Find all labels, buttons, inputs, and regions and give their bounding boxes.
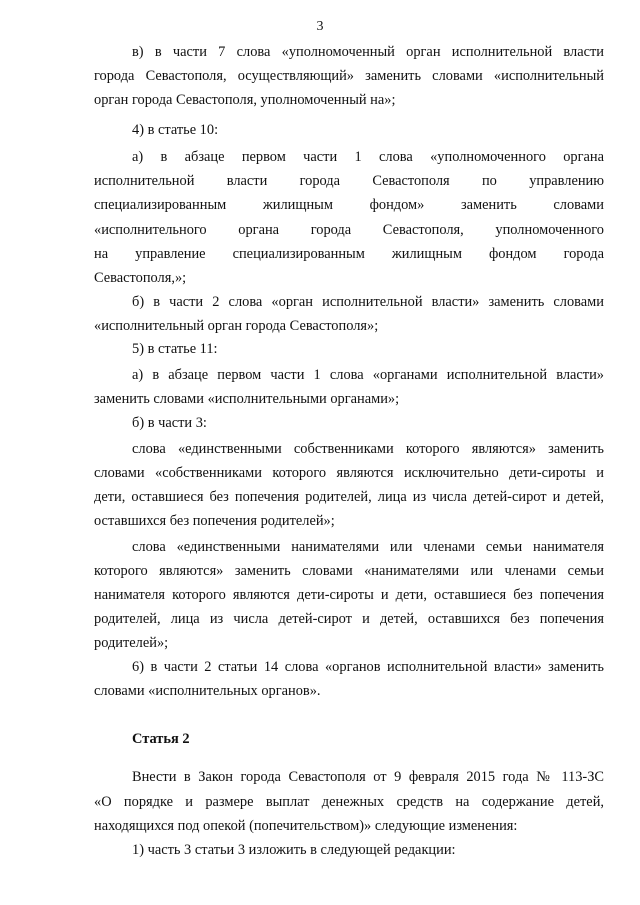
page-number: 3 — [316, 19, 324, 34]
text-line: исполнительной власти города Севастополя по управлению — [94, 173, 604, 189]
text-line: 4) в статье 10: — [132, 122, 219, 138]
text-line: города Севастополя, осуществляющий» заменить словами «исполнительный — [94, 68, 604, 84]
text-line: «О порядке и размере выплат денежных средств на содержание детей, — [94, 794, 604, 810]
text-line: специализированным жилищным фондом» заменить словами — [94, 197, 604, 213]
text-line: «исполнительного органа города Севастополя, уполномоченного — [94, 222, 604, 238]
text-line: Внести в Закон города Севастополя от 9 февраля 2015 года № 113-ЗС — [132, 769, 604, 785]
text-line: 1) часть 3 статьи 3 изложить в следующей редакции: — [132, 842, 456, 858]
text-line: слова «единственными нанимателями или членами семьи нанимателя — [132, 539, 604, 555]
text-line: нанимателя которого являются дети-сироты и дети, оставшиеся без попечения — [94, 587, 604, 603]
text-line: б) в части 3: — [132, 415, 207, 431]
text-line: дети, оставшиеся без попечения родителей, лица из числа детей-сирот и детей, — [94, 489, 604, 505]
text-line: а) в абзаце первом части 1 слова «уполномоченного органа — [132, 149, 604, 165]
text-line: а) в абзаце первом части 1 слова «органами исполнительной власти» — [132, 367, 604, 383]
text-line: Севастополя,»; — [94, 270, 187, 286]
text-line: заменить словами «исполнительными органами»; — [94, 391, 400, 407]
text-line: родителей»; — [94, 635, 169, 651]
text-line: б) в части 2 слова «орган исполнительной власти» заменить словами — [132, 294, 604, 310]
text-line: на управление специализированным жилищным фондом города — [94, 246, 604, 262]
text-line: словами «исполнительных органов». — [94, 683, 321, 699]
text-line: «исполнительный орган города Севастополя»; — [94, 318, 379, 334]
text-line: в) в части 7 слова «уполномоченный орган исполнительной власти — [132, 44, 604, 60]
text-line: орган города Севастополя, уполномоченный на»; — [94, 92, 396, 108]
text-line: которого являются» заменить словами «нанимателями или членами семьи — [94, 563, 604, 579]
text-line: словами «собственниками которого являются исключительно дети-сироты и — [94, 465, 604, 481]
text-line: оставшихся без попечения родителей»; — [94, 513, 335, 529]
text-line: 6) в части 2 статьи 14 слова «органов исполнительной власти» заменить — [132, 659, 604, 675]
text-line: находящихся под опекой (попечительством)» следующие изменения: — [94, 818, 518, 834]
text-line: родителей, лица из числа детей-сирот и детей, оставшихся без попечения — [94, 611, 604, 627]
text-line: слова «единственными собственниками которого являются» заменить — [132, 441, 604, 457]
text-line: 5) в статье 11: — [132, 341, 218, 357]
section-heading: Статья 2 — [132, 731, 190, 747]
